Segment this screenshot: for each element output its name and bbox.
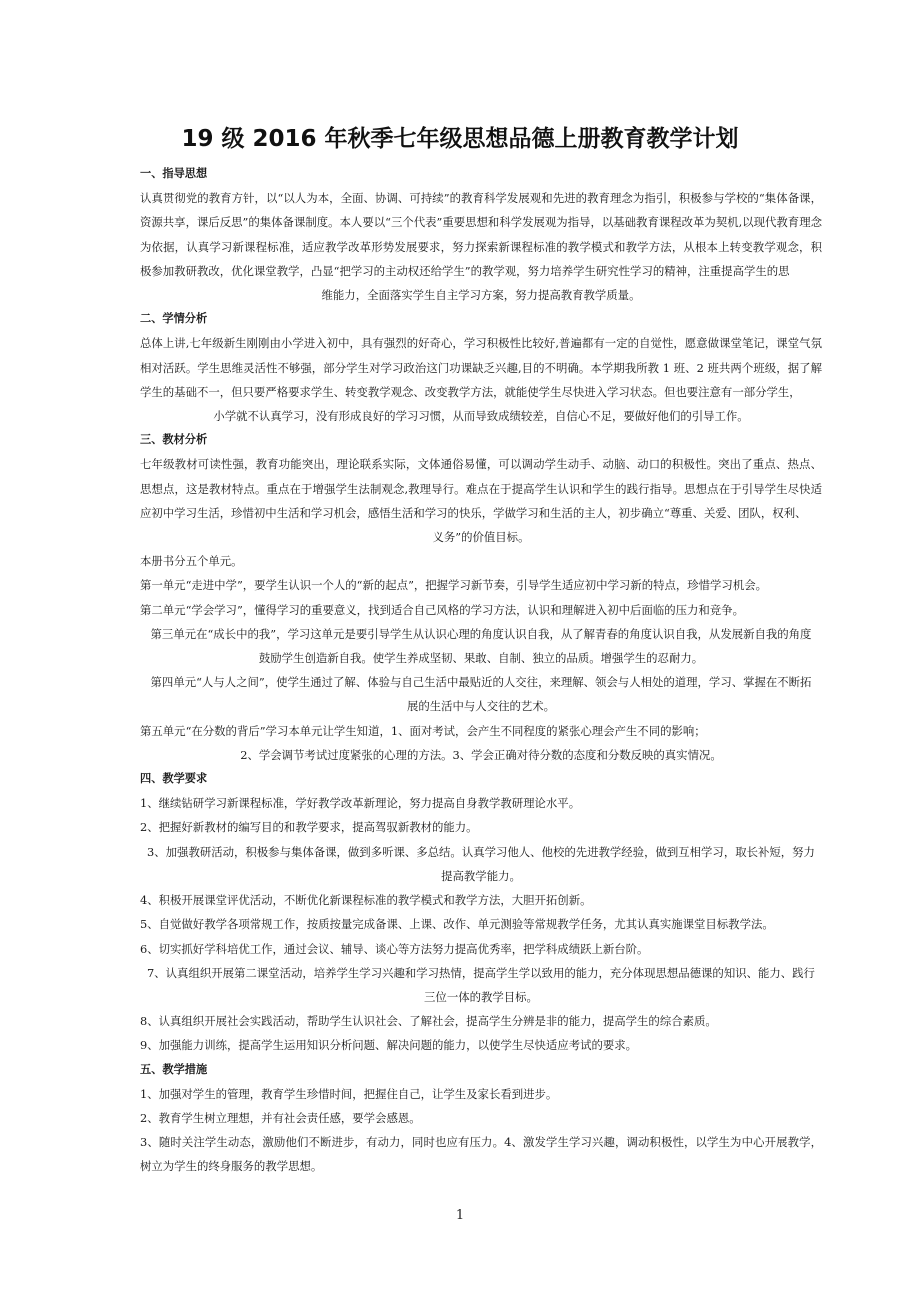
- list-item: 4、积极开展课堂评优活动，不断优化新课程标准的教学模式和教学方法，大胆开拓创新。: [140, 893, 592, 908]
- list-item: 5、自觉做好教学各项常规工作，按质按量完成备课、上课、改作、单元测验等常规教学任务，尤其认真实施课堂目标教学法。: [140, 917, 774, 932]
- unit-description: 鼓励学生创造新自我。使学生养成坚韧、果敢、自制、独立的品质。增强学生的忍耐力。: [258, 651, 704, 666]
- section-heading: 五、教学措施: [140, 1062, 208, 1076]
- list-item: 1、继续钻研学习新课程标准，学好教学改革新理论，努力提高自身教学教研理论水平。: [140, 796, 581, 811]
- unit-description: 2、学会调节考试过度紧张的心理的方法。3、学会正确对待分数的态度和分数反映的真实情况。: [240, 747, 722, 762]
- unit-description: 第一单元“走进中学”，要学生认识一个人的“新的起点”，把握学习新节奏，引导学生适应初中学习新的特点，珍惜学习机会。: [140, 578, 767, 593]
- section-heading: 三、教材分析: [140, 433, 208, 447]
- list-item: 3、加强教研活动，积极参与集体备课，做到多听课、多总结。认真学习他人、他校的先进教学经验，做到互相学习，取长补短，努力: [147, 844, 815, 859]
- unit-description: 第三单元在“成长中的我”，学习这单元是要引导学生从认识心理的角度认识自我，从了解青春的角度认识自我，从发展新自我的角度: [150, 626, 812, 641]
- paragraph: 认真贯彻党的教育方针，以“以人为本，全面、协调、可持续”的教育科学发展观和先进的教育理念为指引，积极参与学校的“集体备课，资源共享，课后反思”的集体备课制度。本人要以“三个代表”重要思想和科学发展观为指导，以基础教育课程改革为契机,以现代教育理念为依据，认真学习新课程标准，适应教学改革形势发展要求，努力探索新课程标准的教学模式和教学方法，从根本上转变教学观念，积极参加教研教改，优化课堂教学，凸显“把学习的主动权还给学生”的教学观，努力培养学生研究性学习的精神，注重提高学生的思: [140, 191, 822, 278]
- paragraph: 七年级教材可读性强，教育功能突出，理论联系实际，文体通俗易懂，可以调动学生动手、动脑、动口的积极性。突出了重点、热点、思想点，这是教材特点。重点在于增强学生法制观念,教理导行。难点在于提高学生认识和学生的践行指导。思想点在于引导学生尽快适应初中学习生活，珍惜初中生活和学习机会，感悟生活和学习的快乐，学做学习和生活的主人，初步确立“尊重、关爱、团队，权利、: [140, 457, 822, 520]
- list-item: 7、认真组织开展第二课堂活动，培养学生学习兴趣和学习热情，提高学生学以致用的能力，充分体现思想品德课的知识、能力、践行: [147, 965, 815, 980]
- document-title: 19 级 2016 年秋季七年级思想品德上册教育教学计划: [181, 126, 739, 152]
- list-item: 3、随时关注学生动态，激励他们不断进步，有动力，同时也应有压力。4、激发学生学习兴趣，调动积极性，以学生为中心开展教学，树立为学生的终身服务的教学思想。: [140, 1135, 822, 1174]
- list-item: 9、加强能力训练，提高学生运用知识分析问题、解决问题的能力，以使学生尽快适应考试的要求。: [140, 1038, 638, 1053]
- paragraph: 小学就不认真学习，没有形成良好的学习习惯，从而导致成绩较差，自信心不足，要做好他们的引导工作。: [213, 409, 749, 424]
- section-heading: 四、教学要求: [140, 772, 208, 786]
- paragraph: 维能力，全面落实学生自主学习方案，努力提高教育教学质量。: [321, 288, 641, 303]
- section-heading: 一、指导思想: [140, 167, 208, 180]
- list-item: 1、加强对学生的管理，教育学生珍惜时间，把握住自己，让学生及家长看到进步。: [140, 1086, 558, 1101]
- unit-description: 第二单元“学会学习”，懂得学习的重要意义，找到适合自己风格的学习方法，认识和理解进入初中后面临的压力和竞争。: [140, 602, 744, 617]
- page-number: 1: [455, 1208, 465, 1223]
- list-item: 提高教学能力。: [441, 868, 521, 883]
- unit-description: 第四单元“人与人之间”，使学生通过了解、体验与自己生活中最贴近的人交往，来理解、领会与人相处的道理，学习、掌握在不断拓: [150, 675, 812, 690]
- unit-description: 第五单元“在分数的背后”学习本单元让学生知道，1、面对考试，会产生不同程度的紧张心理会产生不同的影响；: [140, 723, 706, 738]
- list-item: 2、把握好新教材的编写目的和教学要求，提高驾驭新教材的能力。: [140, 820, 478, 835]
- list-item: 三位一体的教学目标。: [424, 989, 538, 1004]
- paragraph: 总体上讲,七年级新生刚刚由小学进入初中，具有强烈的好奇心，学习积极性比较好,普遍都有一定的自觉性，愿意做课堂笔记，课堂气氛相对活跃。学生思维灵活性不够强，部分学生对学习政治这门功课缺乏兴趣,目的不明确。本学期我所教 1 班、2 班共两个班级，据了解学生的基础不一，但只要严格要求学生、转变教学观念、改变教学方法，就能使学生尽快进入学习状态。但也要注意有一部分学生，: [140, 336, 822, 399]
- section-heading: 二、学情分析: [140, 312, 208, 326]
- paragraph: 本册书分五个单元。: [140, 554, 243, 569]
- list-item: 2、教育学生树立理想，并有社会责任感，要学会感恩。: [140, 1110, 421, 1125]
- unit-description: 展的生活中与人交往的艺术。: [406, 699, 556, 714]
- list-item: 6、切实抓好学科培优工作，通过会议、辅导、谈心等方法努力提高优秀率，把学科成绩跃上新台阶。: [140, 941, 649, 956]
- list-item: 8、认真组织开展社会实践活动，帮助学生认识社会、了解社会，提高学生分辨是非的能力，提高学生的综合素质。: [140, 1014, 717, 1029]
- paragraph: 义务”的价值目标。: [432, 530, 530, 545]
- document-body: [140, 162, 822, 1179]
